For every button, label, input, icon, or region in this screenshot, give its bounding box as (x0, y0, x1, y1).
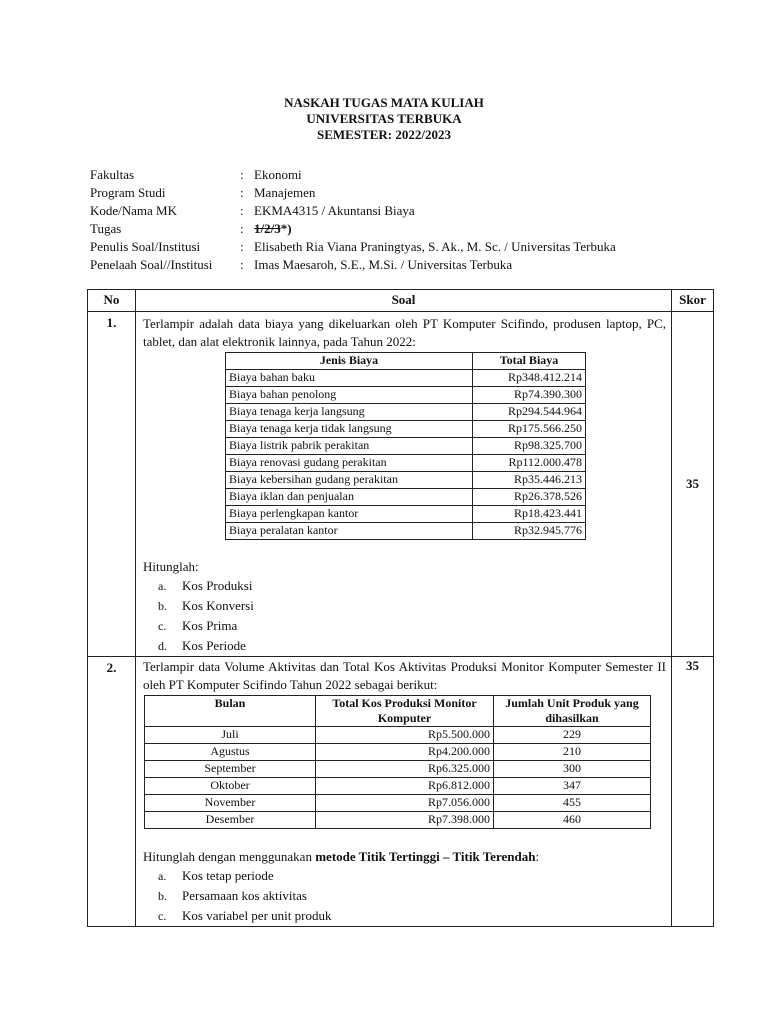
cost-type: Biaya renovasi gudang perakitan (226, 455, 473, 472)
cost-amount: Rp175.566.250 (473, 421, 586, 438)
table-row (226, 370, 586, 387)
cost-type: Biaya bahan baku (226, 370, 473, 387)
cost-amount: Rp26.378.526 (473, 489, 586, 506)
activity-table (144, 695, 651, 829)
info-label: Program Studi (90, 185, 166, 200)
question-prompt: Hitunglah: (143, 559, 199, 574)
question-body (136, 657, 672, 927)
activity-header-total-kos: Total Kos Produksi Monitor Komputer (316, 696, 494, 727)
total-cost: Rp7.056.000 (316, 795, 494, 812)
course-info (90, 166, 616, 274)
list-marker: a. (158, 579, 167, 593)
questions-header-row (88, 290, 714, 312)
info-separator: : (240, 257, 244, 272)
month: Oktober (145, 778, 316, 795)
table-row (145, 744, 651, 761)
cost-type: Biaya tenaga kerja langsung (226, 404, 473, 421)
info-value: Ekonomi (254, 167, 302, 182)
cost-type: Biaya bahan penolong (226, 387, 473, 404)
activity-table-header (145, 696, 651, 727)
header-title: NASKAH TUGAS MATA KULIAH (284, 95, 484, 110)
cost-amount: Rp18.423.441 (473, 506, 586, 523)
header-skor: Skor (672, 290, 714, 312)
cost-type: Biaya peralatan kantor (226, 523, 473, 540)
info-value: Manajemen (254, 185, 316, 200)
list-item (158, 866, 666, 886)
info-separator: : (240, 221, 244, 236)
table-row (145, 812, 651, 829)
prompt-method: metode Titik Tertinggi – Titik Terendah (315, 849, 536, 864)
document-header (0, 95, 768, 143)
info-label: Fakultas (90, 167, 135, 182)
cost-amount: Rp112.000.478 (473, 455, 586, 472)
month: Desember (145, 812, 316, 829)
cost-header-total: Total Biaya (473, 353, 586, 370)
info-label: Kode/Nama MK (90, 203, 178, 218)
cost-table-header (226, 353, 586, 370)
prompt-text: Hitunglah dengan menggunakan (143, 849, 316, 864)
table-row (226, 506, 586, 523)
list-item-text: Kos Produksi (182, 578, 253, 593)
header-university: UNIVERSITAS TERBUKA (306, 111, 462, 126)
info-value: EKMA4315 / Akuntansi Biaya (254, 203, 415, 218)
total-cost: Rp6.812.000 (316, 778, 494, 795)
list-marker: a. (158, 869, 167, 883)
info-row-penelaah (90, 256, 616, 274)
info-label: Tugas (90, 221, 122, 236)
info-value-tugas (254, 220, 616, 238)
question-score: 35 (672, 312, 714, 657)
question-prompt (143, 848, 666, 866)
list-marker: d. (158, 639, 167, 653)
month: Juli (145, 727, 316, 744)
cost-type: Biaya tenaga kerja tidak langsung (226, 421, 473, 438)
activity-header-jumlah-unit: Jumlah Unit Produk yang dihasilkan (494, 696, 651, 727)
info-separator: : (240, 203, 244, 218)
question-number: 2. (88, 657, 136, 927)
list-item (158, 636, 666, 656)
header-no: No (88, 290, 136, 312)
header-soal: Soal (136, 290, 672, 312)
tugas-struck-value: 1/2/3 (254, 221, 281, 236)
list-item-text: Kos variabel per unit produk (182, 908, 332, 923)
info-row-tugas (90, 220, 616, 238)
list-item (158, 906, 666, 926)
unit-count: 455 (494, 795, 651, 812)
table-row (145, 778, 651, 795)
activity-header-bulan: Bulan (145, 696, 316, 727)
cost-type: Biaya iklan dan penjualan (226, 489, 473, 506)
month: September (145, 761, 316, 778)
answer-list (143, 866, 666, 926)
info-label: Penelaah Soal//Institusi (90, 257, 213, 272)
table-row (226, 438, 586, 455)
info-value: Elisabeth Ria Viana Praningtyas, S. Ak., M. Sc. / Universitas Terbuka (254, 239, 616, 254)
cost-type: Biaya perlengkapan kantor (226, 506, 473, 523)
cost-type: Biaya listrik pabrik perakitan (226, 438, 473, 455)
list-item-text: Kos tetap periode (182, 868, 274, 883)
info-label: Penulis Soal/Institusi (90, 239, 201, 254)
cost-amount: Rp294.544.964 (473, 404, 586, 421)
list-item (158, 886, 666, 906)
table-row (145, 795, 651, 812)
unit-count: 300 (494, 761, 651, 778)
list-item-text: Kos Periode (182, 638, 246, 653)
list-item (158, 616, 666, 636)
total-cost: Rp6.325.000 (316, 761, 494, 778)
table-row (226, 489, 586, 506)
tugas-footnote-mark: *) (280, 221, 292, 236)
unit-count: 460 (494, 812, 651, 829)
cost-amount: Rp32.945.776 (473, 523, 586, 540)
cost-header-jenis: Jenis Biaya (226, 353, 473, 370)
total-cost: Rp7.398.000 (316, 812, 494, 829)
question-intro: Terlampir adalah data biaya yang dikeluarkan oleh PT Komputer Scifindo, produsen laptop, PC, tablet, dan alat elektronik lainnya, pada Tahun 2022: (143, 316, 666, 349)
total-cost: Rp5.500.000 (316, 727, 494, 744)
month: November (145, 795, 316, 812)
list-item (158, 596, 666, 616)
cost-table (225, 352, 586, 540)
question-row-2 (88, 657, 714, 927)
question-intro: Terlampir data Volume Aktivitas dan Total Kos Aktivitas Produksi Monitor Komputer Semester II oleh PT Komputer Scifindo Tahun 2022 sebagai berikut: (143, 659, 666, 692)
table-row (226, 387, 586, 404)
list-item (158, 576, 666, 596)
cost-amount: Rp98.325.700 (473, 438, 586, 455)
month: Agustus (145, 744, 316, 761)
table-row (145, 761, 651, 778)
info-separator: : (240, 167, 244, 182)
info-row-program-studi (90, 184, 616, 202)
info-row-fakultas (90, 166, 616, 184)
question-score: 35 (672, 657, 714, 927)
question-body (136, 312, 672, 657)
table-row (226, 421, 586, 438)
list-item-text: Persamaan kos aktivitas (182, 888, 307, 903)
cost-amount: Rp35.446.213 (473, 472, 586, 489)
question-row-1 (88, 312, 714, 657)
info-row-penulis (90, 238, 616, 256)
questions-table (87, 289, 714, 927)
cost-amount: Rp348.412.214 (473, 370, 586, 387)
table-row (226, 523, 586, 540)
list-item-text: Kos Konversi (182, 598, 254, 613)
table-row (226, 404, 586, 421)
unit-count: 210 (494, 744, 651, 761)
unit-count: 229 (494, 727, 651, 744)
list-item-text: Kos Prima (182, 618, 238, 633)
table-row (226, 472, 586, 489)
list-marker: c. (158, 619, 167, 633)
list-marker: b. (158, 889, 167, 903)
question-number: 1. (88, 312, 136, 657)
cost-type: Biaya kebersihan gudang perakitan (226, 472, 473, 489)
table-row (145, 727, 651, 744)
cost-amount: Rp74.390.300 (473, 387, 586, 404)
list-marker: b. (158, 599, 167, 613)
unit-count: 347 (494, 778, 651, 795)
table-row (226, 455, 586, 472)
answer-list (143, 576, 666, 656)
info-value: Imas Maesaroh, S.E., M.Si. / Universitas Terbuka (254, 257, 513, 272)
info-separator: : (240, 185, 244, 200)
total-cost: Rp4.200.000 (316, 744, 494, 761)
list-marker: c. (158, 909, 167, 923)
header-semester: SEMESTER: 2022/2023 (317, 127, 451, 142)
prompt-colon: : (535, 849, 540, 864)
info-row-kode-mk (90, 202, 616, 220)
info-separator: : (240, 239, 244, 254)
